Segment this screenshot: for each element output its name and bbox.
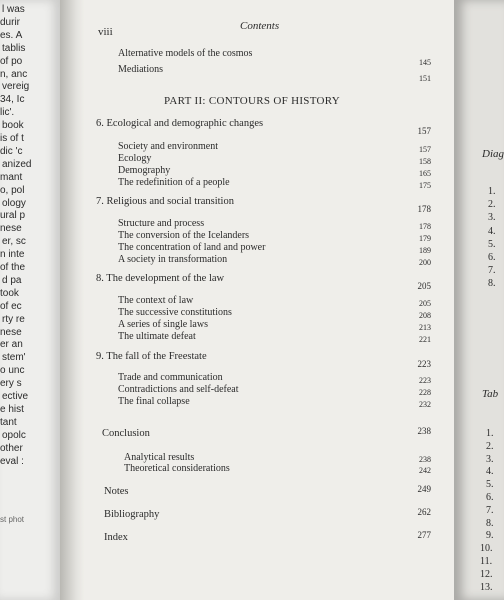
toc-section-title: The context of law — [118, 295, 194, 306]
table-list-item: 10. — [480, 543, 493, 555]
toc-page-number: 151 — [419, 74, 431, 83]
toc-page-number: 178 — [417, 204, 431, 214]
toc-section-title: The final collapse — [118, 396, 190, 407]
left-page-line: nese — [0, 326, 22, 338]
toc-page-number: 157 — [417, 126, 431, 136]
toc-section-title: A series of single laws — [118, 319, 208, 330]
diagram-list-item: 7. — [488, 265, 496, 277]
toc-page-number: 277 — [417, 530, 431, 540]
left-page-line: er an — [0, 339, 23, 351]
toc-page-number: 238 — [419, 455, 431, 464]
left-page-line: of the — [0, 262, 26, 273]
left-page-line: ery s — [0, 378, 22, 390]
left-page-line: nese — [0, 223, 22, 235]
left-page-line: of po — [0, 55, 23, 67]
left-page-line: o unc — [0, 365, 25, 377]
toc-section-title: Structure and process — [118, 218, 205, 229]
left-page-line: other — [0, 442, 23, 454]
table-list-item: 12. — [480, 568, 493, 580]
left-page-line: vereig — [2, 81, 30, 93]
table-list-item: 3. — [486, 453, 494, 465]
left-page-line: 34, Ic — [0, 94, 25, 106]
toc-page-number: 189 — [419, 246, 431, 255]
table-list-item: 13. — [480, 581, 493, 593]
toc-section-title: Theoretical considerations — [124, 463, 230, 474]
toc-section-title: Society and environment — [118, 141, 218, 152]
toc-page-number: 165 — [419, 169, 431, 178]
right-facing-page — [454, 0, 504, 600]
toc-page-number: 242 — [419, 466, 431, 475]
toc-page-number: 238 — [417, 426, 431, 436]
toc-section-title: Contradictions and self-defeat — [118, 384, 239, 395]
diagram-list-item: 8. — [488, 278, 496, 290]
left-page-line: lic'. — [0, 107, 15, 119]
table-list-item: 2. — [486, 440, 494, 452]
toc-section-title: Mediations — [118, 64, 163, 75]
left-page-line: l was — [2, 4, 25, 15]
toc-chapter-title: Notes — [104, 486, 129, 497]
left-page-line: n inte — [0, 249, 25, 261]
table-list-item: 7. — [486, 504, 494, 516]
toc-page-number: 175 — [419, 181, 431, 190]
toc-page-number: 221 — [419, 335, 431, 344]
toc-page-number: 249 — [417, 484, 431, 494]
toc-section-title: The conversion of the Icelanders — [118, 230, 250, 241]
toc-section-title: The concentration of land and power — [118, 242, 266, 253]
toc-section-title: Analytical results — [124, 452, 195, 463]
toc-page-number: 200 — [419, 258, 431, 267]
toc-chapter-title: 9. The fall of the Freestate — [96, 351, 207, 362]
toc-chapter-title: Bibliography — [104, 509, 160, 520]
diagrams-heading: Diag — [482, 148, 504, 160]
toc-section-title: Trade and communication — [118, 372, 223, 383]
left-page-line: es. A — [0, 29, 23, 41]
toc-page-number: 232 — [419, 400, 431, 409]
left-page-line: durir — [0, 16, 21, 28]
table-list-item: 6. — [486, 492, 494, 503]
left-page-line: d pa — [2, 274, 22, 286]
toc-chapter-title: 8. The development of the law — [96, 273, 225, 284]
diagram-list-item: 4. — [488, 225, 496, 237]
table-list-item: 4. — [486, 466, 494, 478]
table-list-item: 9. — [486, 530, 494, 542]
left-page-line: eval : — [0, 455, 24, 467]
diagram-list-item: 5. — [488, 238, 496, 250]
table-list-item: 5. — [486, 479, 494, 491]
left-page-line: dic 'c — [0, 145, 23, 157]
toc-chapter-title: Conclusion — [102, 428, 150, 439]
toc-page-number: 145 — [419, 58, 431, 67]
left-page-line: mant — [0, 171, 23, 183]
toc-section-title: Ecology — [118, 153, 152, 164]
left-page-line: of ec — [0, 300, 22, 312]
left-page-line: ective — [2, 391, 29, 402]
toc-page-number: 262 — [417, 507, 431, 517]
toc-page-number: 157 — [419, 145, 431, 154]
left-page-line: opolc — [2, 429, 26, 441]
toc-page-number: 208 — [419, 311, 431, 320]
left-page-line: stem' — [2, 352, 26, 364]
left-page-line: n, anc — [0, 68, 28, 80]
left-page-line: tant — [0, 416, 17, 428]
left-page-footer: st phot — [0, 515, 25, 524]
left-page-line: ology — [2, 197, 26, 209]
left-page-line: er, sc — [2, 236, 26, 248]
table-list-item: 8. — [486, 517, 494, 529]
toc-page-number: 205 — [419, 299, 431, 308]
diagram-list-item: 3. — [488, 212, 496, 224]
toc-page-number: 178 — [419, 222, 431, 231]
left-page-line: e hist — [0, 403, 24, 415]
left-page-line: is of t — [0, 133, 24, 144]
tables-heading: Tab — [482, 388, 499, 400]
toc-section-title: The ultimate defeat — [118, 331, 196, 342]
toc-section-title: The successive constitutions — [118, 307, 232, 318]
diagram-list-item: 6. — [488, 252, 496, 263]
left-page-line: rty re — [2, 313, 25, 325]
diagram-list-item: 2. — [488, 199, 496, 211]
toc-page-number: 179 — [419, 234, 431, 243]
table-list-item: 1. — [486, 428, 494, 439]
book-gutter — [60, 0, 84, 600]
toc-chapter-title: 6. Ecological and demographic changes — [96, 118, 264, 129]
toc-section-title: Alternative models of the cosmos — [118, 48, 253, 59]
toc-section-title: Demography — [118, 165, 171, 176]
table-list-item: 11. — [480, 556, 493, 567]
left-page-line: anized — [2, 158, 32, 170]
contents-page — [84, 0, 454, 600]
page-number: viii — [98, 26, 113, 38]
left-page-line: ural p — [0, 210, 26, 222]
left-facing-page — [0, 0, 60, 600]
diagram-list-item: 1. — [488, 186, 496, 197]
toc-page-number: 158 — [419, 157, 431, 166]
toc-page-number: 228 — [419, 388, 431, 397]
running-header: Contents — [240, 20, 280, 32]
toc-chapter-title: 7. Religious and social transition — [96, 196, 234, 207]
toc-chapter-title: Index — [104, 532, 128, 543]
toc-page-number: 213 — [419, 323, 431, 332]
toc-page-number: 205 — [417, 281, 431, 291]
toc-section-title: A society in transformation — [118, 254, 228, 265]
left-page-line: took — [0, 287, 19, 299]
left-page-line: book — [2, 120, 24, 132]
left-page-line: o, pol — [0, 184, 25, 196]
toc-section-title: The redefinition of a people — [118, 177, 230, 188]
left-page-line: tablis — [2, 42, 26, 54]
toc-page-number: 223 — [419, 376, 431, 385]
toc-page-number: 223 — [417, 359, 431, 369]
part-title: PART II: CONTOURS OF HISTORY — [164, 95, 341, 107]
